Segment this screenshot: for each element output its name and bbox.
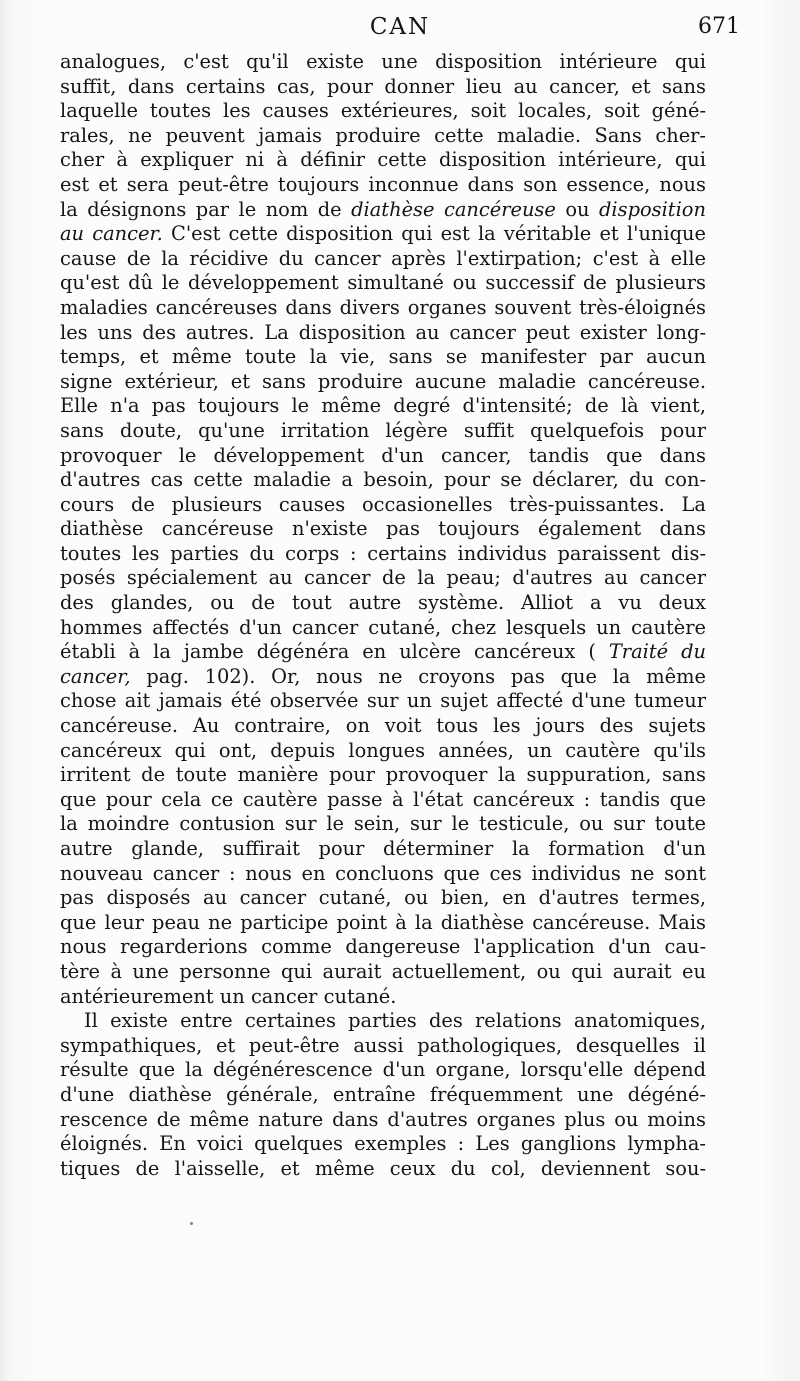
italic-term: disposition xyxy=(599,197,706,221)
text-line: sympathiques, et peut-être aussi pathologiques, desquelles il xyxy=(60,1033,706,1057)
text-segment: C'est cette disposition qui est la véritable et l'unique xyxy=(162,222,707,246)
text-line: signe extérieur, et sans produire aucune maladie cancéreuse. xyxy=(60,369,706,393)
text-line: la moindre contusion sur le sein, sur le testicule, ou sur toute xyxy=(60,812,706,836)
text-line: Il existe entre certaines parties des relations anatomiques, xyxy=(84,1009,706,1033)
italic-term: cancer, xyxy=(60,664,131,688)
page-header xyxy=(60,10,740,44)
text-segment: pag. 102). Or, nous ne croyons pas que la même xyxy=(130,664,706,688)
text-line: irritent de toute manière pour provoquer la suppuration, sans xyxy=(60,763,706,787)
text-line: résulte que la dégénérescence d'un organe, lorsqu'elle dépend xyxy=(60,1058,706,1082)
page-number: 671 xyxy=(698,14,740,39)
text-segment: établi à la jambe dégénéra en ulcère cancéreux ( xyxy=(60,640,609,664)
text-line: que leur peau ne participe point à la diathèse cancéreuse. Mais xyxy=(60,910,706,934)
text-line: nous regarderions comme dangereuse l'application d'un cau- xyxy=(60,935,706,959)
text-line: diathèse cancéreuse n'existe pas toujours également dans xyxy=(60,517,706,541)
text-line: d'une diathèse générale, entraîne fréquemment une dégéné- xyxy=(60,1082,706,1106)
text-line: provoquer le développement d'un cancer, tandis que dans xyxy=(60,443,706,467)
text-line: laquelle toutes les causes extérieures, soit locales, soit géné- xyxy=(60,99,706,123)
body-text xyxy=(60,50,706,1181)
text-line: d'autres cas cette maladie a besoin, pour se déclarer, du con- xyxy=(60,468,706,492)
text-line: temps, et même toute la vie, sans se manifester par aucun xyxy=(60,345,706,369)
text-line: posés spécialement au cancer de la peau; d'autres au cancer xyxy=(60,566,706,590)
running-head: CAN xyxy=(369,14,431,40)
italic-term: diathèse cancéreuse xyxy=(351,197,556,221)
text-line xyxy=(60,665,706,690)
text-line: autre glande, suffirait pour déterminer la formation d'un xyxy=(60,837,706,860)
text-line: Elle n'a pas toujours le même degré d'intensité; de là vient, xyxy=(60,394,706,418)
text-line xyxy=(60,640,706,665)
text-line: suffit, dans certains cas, pour donner lieu au cancer, et sans xyxy=(60,74,706,98)
text-line: cher à expliquer ni à définir cette disposition intérieure, qui xyxy=(60,148,706,172)
text-line: que pour cela ce cautère passe à l'état cancéreux : tandis que xyxy=(60,787,706,811)
text-line: toutes les parties du corps : certains individus paraissent dis- xyxy=(60,541,706,565)
text-line: les uns des autres. La disposition au cancer peut exister long- xyxy=(60,320,706,344)
text-line: nouveau cancer : nous en concluons que ces individus ne sont xyxy=(60,861,706,885)
text-line: cancéreuse. Au contraire, on voit tous les jours des sujets xyxy=(60,714,706,738)
text-line: analogues, c'est qu'il existe une disposition intérieure qui xyxy=(60,50,706,73)
italic-term: Traité du xyxy=(608,640,706,664)
text-line: qu'est dû le développement simultané ou successif de plusieurs xyxy=(60,271,706,295)
text-segment: ou xyxy=(555,197,599,221)
text-segment: la désignons par le nom de xyxy=(60,197,352,221)
text-line: chose ait jamais été observée sur un sujet affecté d'une tumeur xyxy=(60,689,706,713)
text-line xyxy=(60,198,706,223)
text-line: sans doute, qu'une irritation légère suffit quelquefois pour xyxy=(60,418,706,442)
paragraph-1 xyxy=(60,50,706,1009)
text-line: est et sera peut-être toujours inconnue dans son essence, nous xyxy=(60,172,706,196)
text-line: cause de la récidive du cancer après l'extirpation; c'est à elle xyxy=(60,246,706,270)
text-line: rales, ne peuvent jamais produire cette maladie. Sans cher- xyxy=(60,123,706,147)
text-line: pas disposés au cancer cutané, ou bien, en d'autres termes, xyxy=(60,886,706,910)
text-line: cours de plusieurs causes occasionelles très-puissantes. La xyxy=(60,492,706,516)
text-line: rescence de même nature dans d'autres organes plus ou moins xyxy=(60,1107,706,1131)
text-line: antérieurement un cancer cutané. xyxy=(60,984,397,1008)
text-line: des glandes, ou de tout autre système. Alliot a vu deux xyxy=(60,591,706,615)
paper-speck xyxy=(190,1222,193,1225)
paragraph-2 xyxy=(60,1009,706,1181)
text-line: maladies cancéreuses dans divers organes souvent très-éloignés xyxy=(60,295,706,319)
text-line: tiques de l'aisselle, et même ceux du col, deviennent sou- xyxy=(60,1156,706,1180)
text-line: cancéreux qui ont, depuis longues années, un cautère qu'ils xyxy=(60,738,706,762)
text-line xyxy=(60,222,706,247)
text-line: tère à une personne qui aurait actuellement, ou qui aurait eu xyxy=(60,959,706,983)
text-line: éloignés. En voici quelques exemples : Les ganglions lympha- xyxy=(60,1132,706,1156)
text-line: hommes affectés d'un cancer cutané, chez lesquels un cautère xyxy=(60,615,706,639)
italic-term: au cancer. xyxy=(60,222,163,246)
